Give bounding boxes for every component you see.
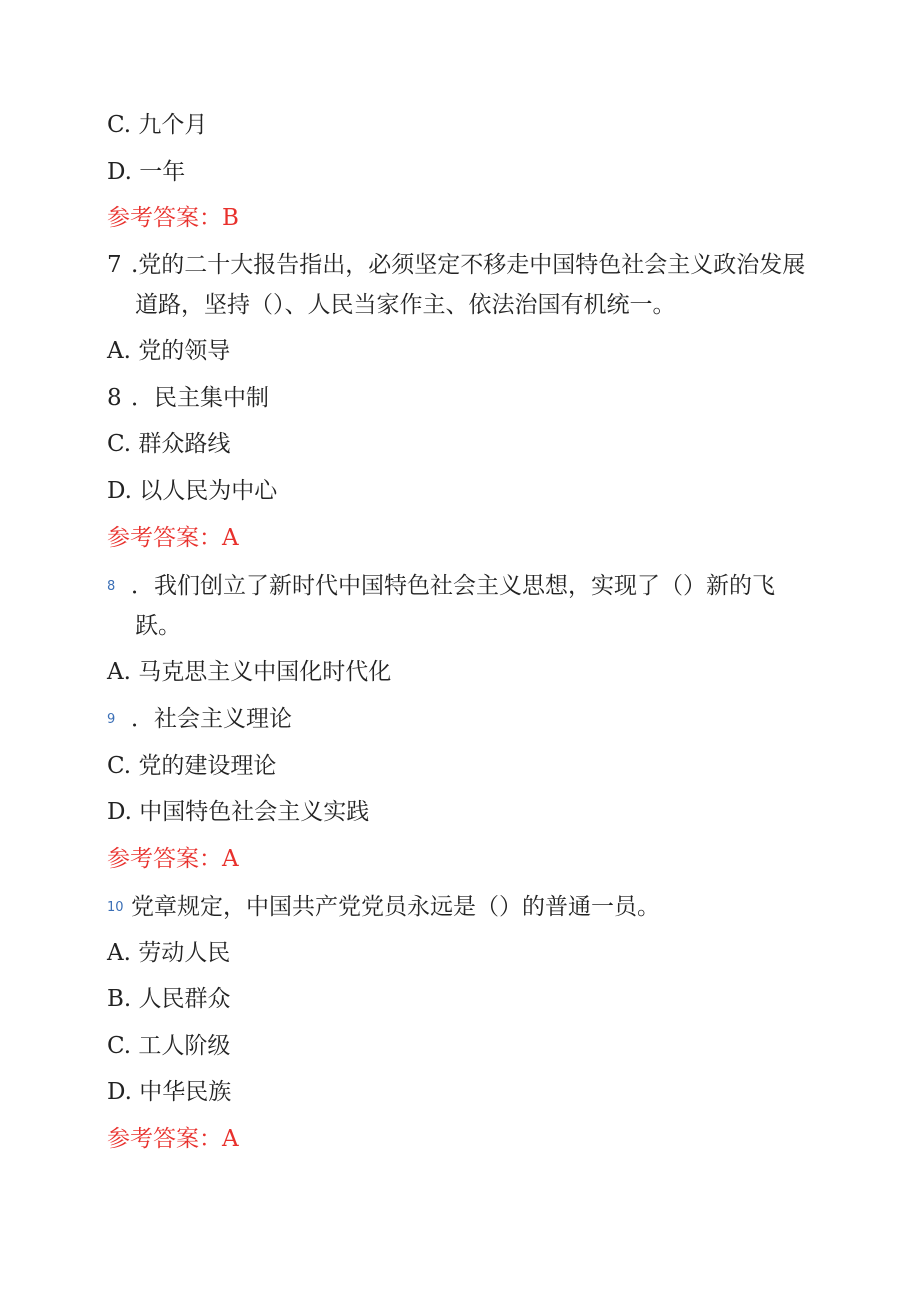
q10-number: 10 — [107, 900, 124, 915]
q10-option-d: D. 中华民族 — [107, 1079, 232, 1105]
q6-option-d: D. 一年 — [107, 159, 186, 185]
q7-option-b-text: ．民主集中制 — [131, 385, 269, 411]
q7-option-a: A. 党的领导 — [107, 338, 231, 364]
q6-answer: 参考答案：B — [107, 205, 239, 231]
q10-answer: 参考答案：A — [107, 1126, 239, 1152]
q8-option-c: C. 党的建设理论 — [107, 753, 277, 779]
q8-option-b — [107, 704, 292, 735]
q7-option-d: D. 以人民为中心 — [107, 478, 278, 504]
q10-option-a: A. 劳动人民 — [107, 940, 231, 966]
q8-stem-line2: 跃。 — [135, 613, 181, 639]
q7-option-b — [107, 383, 269, 413]
q7-option-c: C. 群众路线 — [107, 431, 231, 457]
q7-stem-text: .党的二十大报告指出，必须坚定不移走中国特色社会主义政治发展 — [131, 252, 806, 278]
q8-option-d: D. 中国特色社会主义实践 — [107, 799, 370, 825]
q7-stem-line2: 道路，坚持（）、人民当家作主、依法治国有机统一。 — [135, 292, 676, 318]
q8-number: 8 — [107, 579, 116, 594]
q8-stem-line1 — [107, 571, 775, 602]
q7-number: 7 — [107, 252, 122, 278]
q8-answer: 参考答案：A — [107, 846, 239, 872]
q8-option-a: A. 马克思主义中国化时代化 — [107, 659, 392, 685]
q7-answer: 参考答案：A — [107, 525, 239, 551]
q6-option-c: C. 九个月 — [107, 112, 208, 138]
q10-option-b: B. 人民群众 — [107, 986, 231, 1012]
q10-stem-text: 党章规定，中国共产党党员永远是（）的普通一员。 — [131, 894, 660, 920]
q7-stem-line1 — [107, 250, 805, 280]
q8-option-b-number: 9 — [107, 712, 116, 727]
q8-option-b-text: ．社会主义理论 — [131, 706, 292, 732]
q8-stem-text: ．我们创立了新时代中国特色社会主义思想，实现了（）新的飞 — [131, 573, 775, 599]
q7-option-b-number: 8 — [107, 385, 122, 411]
q10-option-c: C. 工人阶级 — [107, 1033, 231, 1059]
q10-stem — [107, 892, 660, 923]
